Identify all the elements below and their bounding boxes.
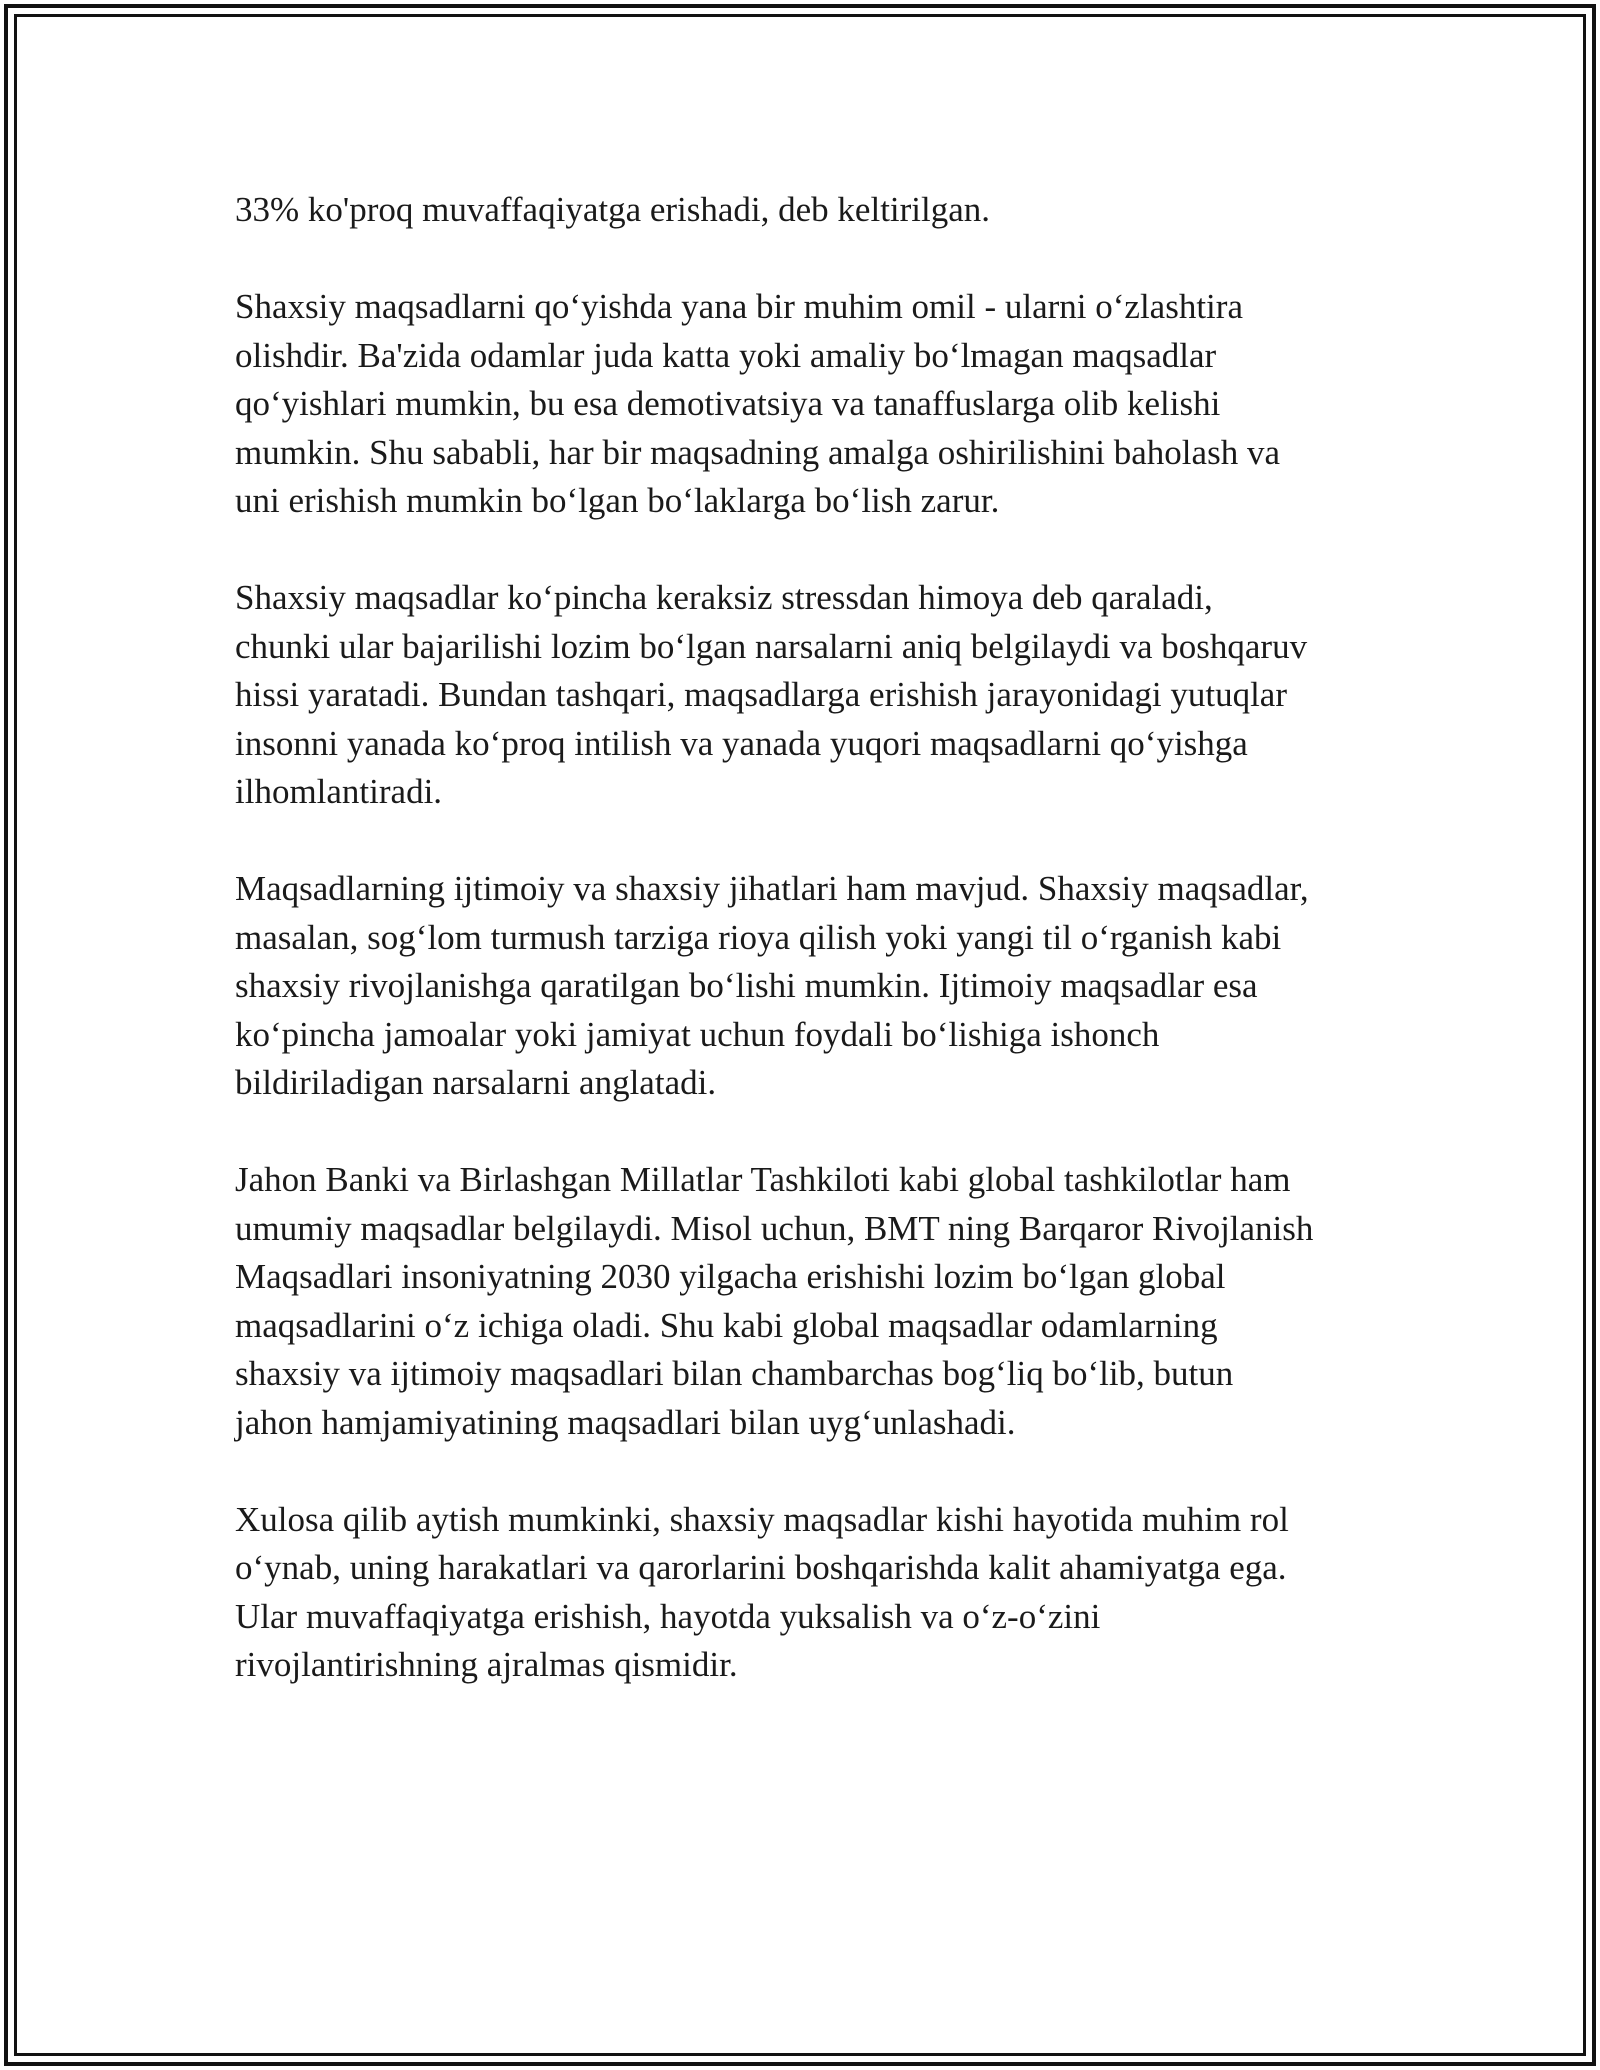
text-line: Jahon Banki va Birlashgan Millatlar Tashkiloti kabi global tashkilotlar ham xyxy=(235,1160,1291,1199)
paragraph-4 xyxy=(235,865,1375,1108)
text-line: Ular muvaffaqiyatga erishish, hayotda yuksalish va o‘z-o‘zini xyxy=(235,1596,1101,1636)
text-line: jahon hamjamiyatining maqsadlari bilan uyg‘unlashadi. xyxy=(235,1402,1016,1442)
paragraph-3 xyxy=(235,574,1375,817)
text-line: Shaxsiy maqsadlarni qo‘yishda yana bir muhim omil - ularni o‘zlashtira xyxy=(235,287,1243,326)
text-line: ko‘pincha jamoalar yoki jamiyat uchun foydali bo‘lishiga ishonch xyxy=(235,1014,1160,1054)
text-line: Maqsadlarning ijtimoiy va shaxsiy jihatlari ham mavjud. Shaxsiy maqsadlar, xyxy=(235,869,1309,908)
text-line: uni erishish mumkin bo‘lgan bo‘laklarga bo‘lish zarur. xyxy=(235,481,1000,520)
text-line: insonni yanada ko‘proq intilish va yanada yuqori maqsadlarni qo‘yishga xyxy=(235,723,1248,763)
text-line: ilhomlantiradi. xyxy=(235,772,443,811)
text-line: Shaxsiy maqsadlar ko‘pincha keraksiz stressdan himoya deb qaraladi, xyxy=(235,578,1213,617)
text-line: bildiriladigan narsalarni anglatadi. xyxy=(235,1063,717,1102)
text-line: qo‘yishlari mumkin, bu esa demotivatsiya va tanaffuslarga olib kelishi xyxy=(235,384,1221,423)
document-body xyxy=(235,186,1375,1738)
text-line: hissi yaratadi. Bundan tashqari, maqsadlarga erishish jarayonidagi yutuqlar xyxy=(235,675,1287,714)
text-line: maqsadlarini o‘z ichiga oladi. Shu kabi global maqsadlar odamlarning xyxy=(235,1305,1218,1345)
text-line: umumiy maqsadlar belgilaydi. Misol uchun, BMT ning Barqaror Rivojlanish xyxy=(235,1208,1314,1248)
text-line: shaxsiy rivojlanishga qaratilgan bo‘lishi mumkin. Ijtimoiy maqsadlar esa xyxy=(235,966,1258,1005)
paragraph-6 xyxy=(235,1496,1375,1690)
text-line: masalan, sog‘lom turmush tarziga rioya qilish yoki yangi til o‘rganish kabi xyxy=(235,917,1282,957)
text-line: shaxsiy va ijtimoiy maqsadlari bilan chambarchas bog‘liq bo‘lib, butun xyxy=(235,1354,1234,1393)
paragraph-5 xyxy=(235,1156,1375,1447)
text-line: chunki ular bajarilishi lozim bo‘lgan narsalarni aniq belgilaydi va boshqaruv xyxy=(235,626,1308,666)
text-line: olishdir. Ba'zida odamlar juda katta yoki amaliy bo‘lmagan maqsadlar xyxy=(235,335,1217,375)
paragraph-2 xyxy=(235,283,1375,526)
text-line: rivojlantirishning ajralmas qismidir. xyxy=(235,1645,738,1684)
text-line: Maqsadlari insoniyatning 2030 yilgacha erishishi lozim bo‘lgan global xyxy=(235,1257,1226,1296)
text-line: o‘ynab, uning harakatlari va qarorlarini boshqarishda kalit ahamiyatga ega. xyxy=(235,1548,1287,1587)
text-line: mumkin. Shu sababli, har bir maqsadning amalga oshirilishini baholash va xyxy=(235,432,1280,472)
paragraph-1 xyxy=(235,186,1375,235)
text-line: 33% ko'proq muvaffaqiyatga erishadi, deb keltirilgan. xyxy=(235,190,991,229)
text-line: Xulosa qilib aytish mumkinki, shaxsiy maqsadlar kishi hayotida muhim rol xyxy=(235,1499,1289,1539)
